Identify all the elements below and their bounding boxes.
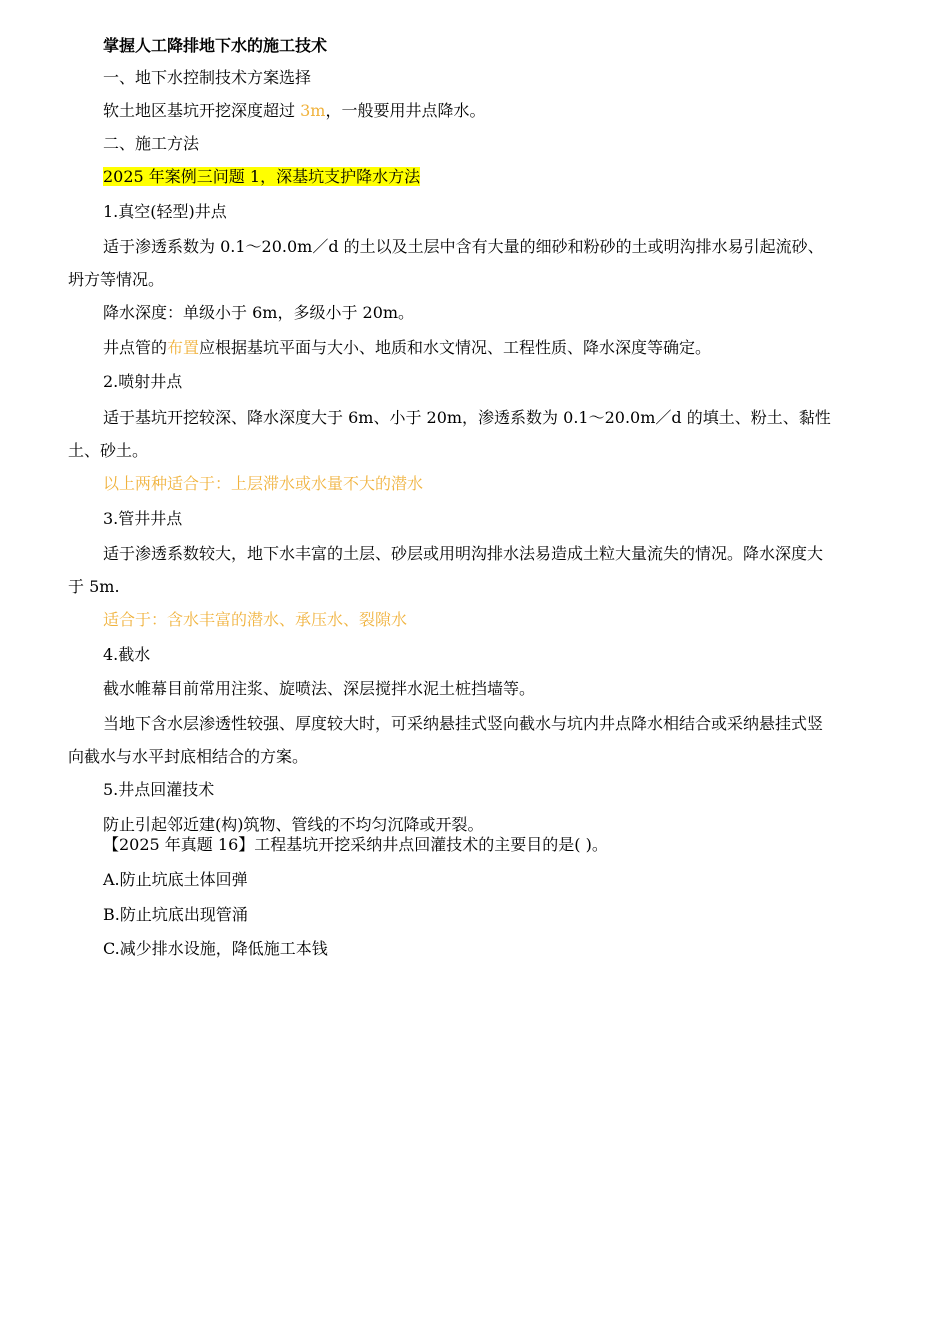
case-note-text: 2025 年案例三问题 1，深基坑支护降水方法 [103, 167, 421, 186]
section-1-paragraph-1: 适于渗透系数为 0.1～20.0m／d 的土以及土层中含有大量的细砂和粉砂的土或明沟排水易引起流砂、坍方等情况。 [68, 237, 824, 289]
section-1-paragraph-2: 降水深度：单级小于 6m，多级小于 20m。 [103, 303, 415, 322]
soft-soil-text-c: ，一般要用井点降水。 [325, 101, 486, 120]
s1p3-text-a: 井点管的 [103, 338, 168, 357]
section-1-paragraph-3 [103, 337, 711, 359]
section-3-paragraph-1: 适于渗透系数较大，地下水丰富的土层、砂层或用明沟排水法易造成土粒大量流失的情况。降水深度大于 5m. [68, 544, 824, 596]
section-2-note: 以上两种适合于：上层滞水或水量不大的潜水 [103, 474, 424, 493]
question-option-c: C.减少排水设施，降低施工本钱 [103, 939, 328, 958]
section-1-heading: 1.真空(轻型)井点 [103, 202, 227, 221]
section-4-paragraph-1: 截水帷幕目前常用注浆、旋喷法、深层搅拌水泥土桩挡墙等。 [103, 679, 536, 698]
section-2-heading: 2.喷射井点 [103, 372, 183, 391]
doc-title: 掌握人工降排地下水的施工技术 [103, 36, 328, 55]
question-stem: 【2025 年真题 16】工程基坑开挖采纳井点回灌技术的主要目的是( )。 [103, 835, 608, 854]
section-2-paragraph-1: 适于基坑开挖较深、降水深度大于 6m、小于 20m，渗透系数为 0.1～20.0m／d 的填土、粉土、黏性土、砂土。 [68, 408, 831, 460]
question-option-a: A.防止坑底土体回弹 [103, 870, 248, 889]
heading-2: 二、施工方法 [103, 134, 200, 153]
soft-soil-text-a: 软土地区基坑开挖深度超过 [103, 101, 301, 120]
s1p3-layout-word: 布置 [167, 338, 200, 357]
section-3-note: 适合于：含水丰富的潜水、承压水、裂隙水 [103, 610, 408, 629]
section-3-heading: 3.管井井点 [103, 509, 183, 528]
section-4-paragraph-2: 当地下含水层渗透性较强、厚度较大时，可采纳悬挂式竖向截水与坑内井点降水相结合或采纳悬挂式竖向截水与水平封底相结合的方案。 [68, 714, 824, 766]
s1p3-text-c: 应根据基坑平面与大小、地质和水文情况、工程性质、降水深度等确定。 [199, 338, 712, 357]
section-5-paragraph-1: 防止引起邻近建(构)筑物、管线的不均匀沉降或开裂。 [103, 815, 484, 834]
section-5-heading: 5.井点回灌技术 [103, 780, 215, 799]
heading-1: 一、地下水控制技术方案选择 [103, 68, 312, 87]
section-4-heading: 4.截水 [103, 645, 151, 664]
paragraph-soft-soil [103, 100, 485, 122]
question-option-b: B.防止坑底出现管涌 [103, 905, 248, 924]
case-note-highlight [103, 166, 420, 188]
soft-soil-depth: 3m [300, 101, 326, 120]
